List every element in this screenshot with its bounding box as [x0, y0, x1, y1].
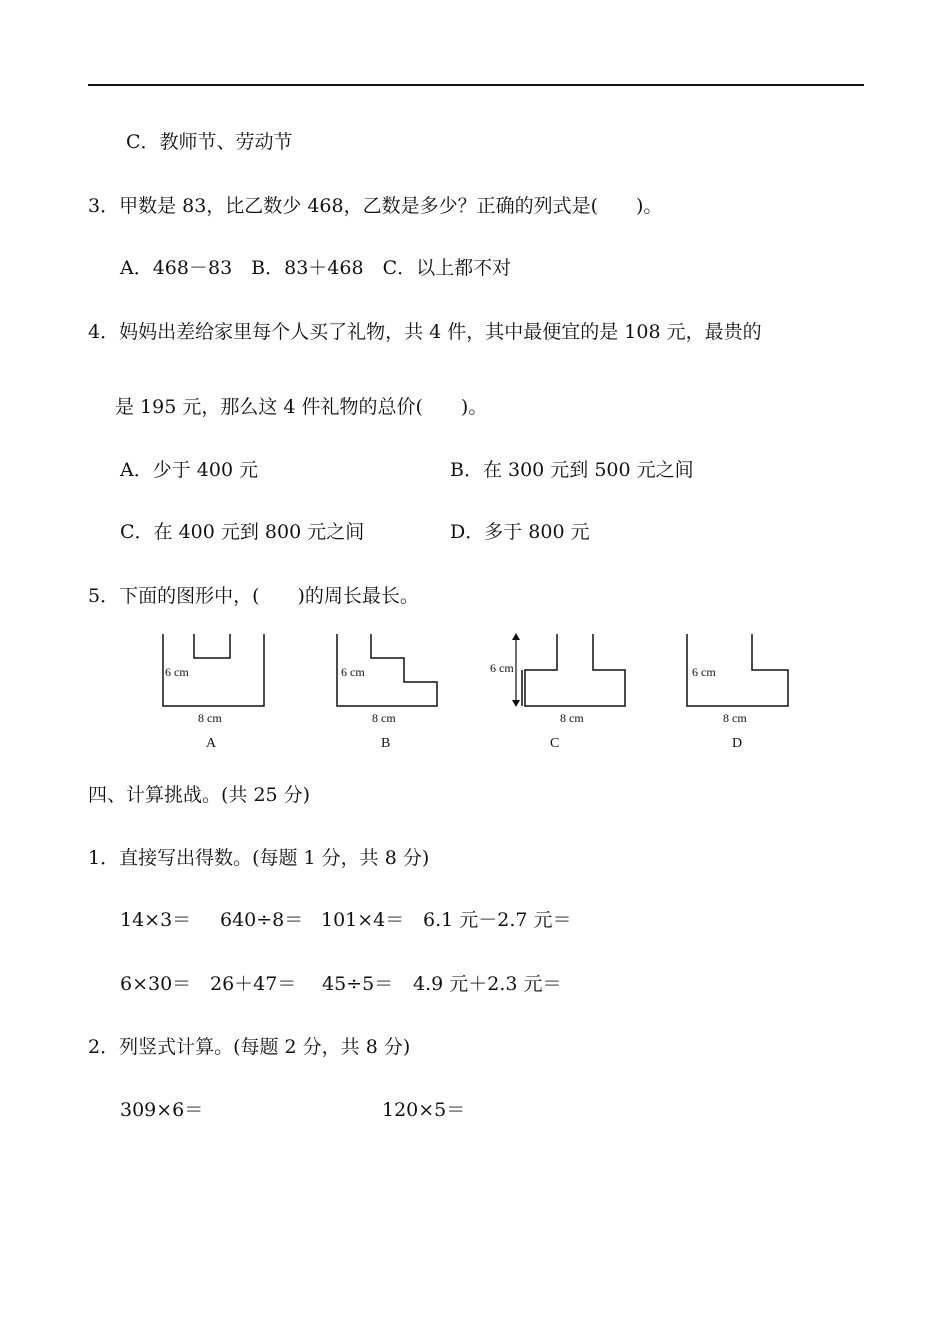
calc-item: 640÷8＝ — [220, 909, 304, 931]
figure-c-outline — [525, 634, 625, 706]
q4-option-c: C．在 400 元到 800 元之间 — [120, 521, 365, 543]
calc-item: 26＋47＝ — [210, 973, 297, 995]
q4-option-a: A．少于 400 元 — [120, 459, 259, 481]
q2-option-c: C．教师节、劳动节 — [126, 131, 293, 153]
calc-item: 45÷5＝ — [322, 973, 394, 995]
figure-b-width-label: 8 cm — [372, 711, 396, 725]
figure-b-letter: B — [381, 736, 391, 751]
figure-c-height-label: 6 cm — [490, 661, 514, 675]
figure-a-width-label: 8 cm — [198, 711, 222, 725]
figure-a-height-label: 6 cm — [165, 665, 189, 679]
figure-b-height-label: 6 cm — [341, 665, 365, 679]
q3-stem: 3．甲数是 83，比乙数少 468，乙数是多少？正确的列式是( )。 — [88, 195, 663, 217]
section4-q1-title: 1．直接写出得数。(每题 1 分，共 8 分) — [88, 847, 430, 869]
section4-q2-title: 2．列竖式计算。(每题 2 分，共 8 分) — [88, 1036, 411, 1058]
section4-title: 四、计算挑战。(共 25 分) — [88, 784, 311, 806]
figure-d — [687, 634, 788, 751]
figure-d-height-label: 6 cm — [692, 665, 716, 679]
vertical-calc-item: 120×5＝ — [382, 1099, 466, 1121]
calc-item: 6.1 元－2.7 元＝ — [423, 909, 572, 931]
calc-item: 4.9 元＋2.3 元＝ — [413, 973, 562, 995]
figure-d-width-label: 8 cm — [723, 711, 747, 725]
q5-stem: 5．下面的图形中，( )的周长最长。 — [88, 585, 419, 607]
q5-figures-svg — [150, 628, 810, 752]
figure-a-letter: A — [206, 736, 217, 751]
figure-b — [337, 634, 437, 751]
top-rule — [88, 84, 864, 86]
q4-stem-line2: 是 195 元，那么这 4 件礼物的总价( )。 — [115, 396, 488, 418]
q4-option-d: D．多于 800 元 — [450, 521, 590, 543]
figure-d-letter: D — [732, 736, 743, 751]
q4-stem-line1: 4．妈妈出差给家里每个人买了礼物，共 4 件，其中最便宜的是 108 元，最贵的 — [88, 321, 762, 343]
calc-item: 6×30＝ — [120, 973, 192, 995]
figure-c-letter: C — [550, 736, 560, 751]
figure-c — [490, 633, 625, 751]
q5-figures — [150, 628, 810, 752]
figure-a — [163, 634, 264, 751]
figure-c-width-label: 8 cm — [560, 711, 584, 725]
calc-item: 101×4＝ — [321, 909, 405, 931]
q4-option-b: B．在 300 元到 500 元之间 — [450, 459, 694, 481]
vertical-calc-item: 309×6＝ — [120, 1099, 204, 1121]
q3-options: A．468－83 B．83＋468 C．以上都不对 — [120, 257, 512, 279]
figure-c-arrow-down — [512, 700, 520, 707]
calc-item: 14×3＝ — [120, 909, 192, 931]
figure-c-arrow-up — [512, 633, 520, 640]
